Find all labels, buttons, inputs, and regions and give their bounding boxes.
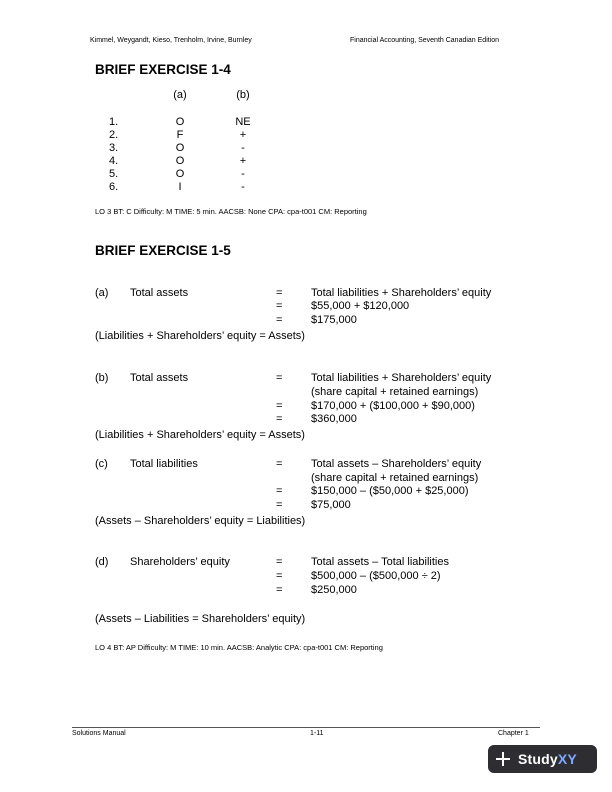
part-item: Total assets (130, 287, 189, 299)
equation-line: Total assets – Shareholders’ equity (311, 458, 482, 470)
footer-rule (72, 727, 540, 728)
footer-left: Solutions Manual (72, 730, 126, 737)
part-note: (Assets – Liabilities = Shareholders’ equity) (95, 613, 306, 625)
part-label: (c) (95, 458, 108, 470)
equation-line: (share capital + retained earnings) (311, 472, 479, 484)
be14-col-a-header: (a) (173, 89, 187, 101)
be14-row-a: O (175, 116, 185, 128)
equation-line: $500,000 – ($500,000 ÷ 2) (311, 570, 441, 582)
equals-sign: = (276, 570, 283, 582)
equation-line: Total assets – Total liabilities (311, 556, 449, 568)
part-note: (Liabilities + Shareholders’ equity = Assets) (95, 429, 305, 441)
be14-col-b-header: (b) (236, 89, 250, 101)
equation-line: $75,000 (311, 499, 351, 511)
be14-row-a: F (176, 129, 184, 141)
equals-sign: = (276, 499, 283, 511)
header-authors: Kimmel, Weygandt, Kieso, Trenholm, Irvine, Burnley (90, 37, 252, 44)
be14-title: BRIEF EXERCISE 1-4 (95, 62, 231, 77)
be14-row-b: + (239, 155, 247, 167)
equation-line: (share capital + retained earnings) (311, 386, 479, 398)
be14-metadata: LO 3 BT: C Difficulty: M TIME: 5 min. AACSB: None CPA: cpa-t001 CM: Reporting (95, 207, 367, 216)
equals-sign: = (276, 300, 283, 312)
be14-row-num: 2. (109, 129, 119, 141)
equals-sign: = (276, 584, 283, 596)
part-item: Total liabilities (130, 458, 198, 470)
equation-line: $55,000 + $120,000 (311, 300, 410, 312)
header-book-title: Financial Accounting, Seventh Canadian Edition (350, 37, 500, 44)
be15-title: BRIEF EXERCISE 1-5 (95, 243, 231, 258)
equals-sign: = (276, 287, 283, 299)
be14-row-num: 5. (109, 168, 119, 180)
footer-chapter: Chapter 1 (498, 730, 529, 737)
page-number: 1-11 (310, 730, 324, 737)
be14-row-b: + (239, 129, 247, 141)
equation-line: $250,000 (311, 584, 357, 596)
be14-row-a: I (178, 181, 182, 193)
be14-row-a: O (175, 168, 185, 180)
equation-line: $175,000 (311, 314, 357, 326)
equation-line: $170,000 + ($100,000 + $90,000) (311, 400, 475, 412)
be14-row-a: O (175, 155, 185, 167)
be14-row-b: - (241, 181, 245, 193)
part-note: (Liabilities + Shareholders’ equity = Assets) (95, 330, 305, 342)
equals-sign: = (276, 372, 283, 384)
be14-row-b: - (241, 168, 245, 180)
studyxy-logo-text: StudyXY (518, 751, 577, 767)
equation-line: Total liabilities + Shareholders’ equity (311, 287, 492, 299)
equation-line: Total liabilities + Shareholders’ equity (311, 372, 492, 384)
equals-sign: = (276, 413, 283, 425)
part-note: (Assets – Shareholders’ equity = Liabilities) (95, 515, 306, 527)
be14-row-a: O (175, 142, 185, 154)
plus-sparkle-icon (496, 752, 510, 766)
be14-row-num: 1. (109, 116, 119, 128)
equation-line: $150,000 – ($50,000 + $25,000) (311, 485, 469, 497)
be14-row-num: 6. (109, 181, 119, 193)
studyxy-badge[interactable] (488, 745, 597, 773)
equals-sign: = (276, 485, 283, 497)
part-label: (b) (95, 372, 109, 384)
be14-row-b: NE (235, 116, 251, 128)
part-label: (d) (95, 556, 109, 568)
be14-row-b: - (241, 142, 245, 154)
equals-sign: = (276, 458, 283, 470)
part-label: (a) (95, 287, 109, 299)
be14-row-num: 4. (109, 155, 119, 167)
part-item: Total assets (130, 372, 189, 384)
be15-metadata: LO 4 BT: AP Difficulty: M TIME: 10 min. AACSB: Analytic CPA: cpa-t001 CM: Reporting (95, 643, 383, 652)
be14-row-num: 3. (109, 142, 119, 154)
equals-sign: = (276, 314, 283, 326)
equals-sign: = (276, 556, 283, 568)
part-item: Shareholders’ equity (130, 556, 230, 568)
equals-sign: = (276, 400, 283, 412)
equation-line: $360,000 (311, 413, 357, 425)
